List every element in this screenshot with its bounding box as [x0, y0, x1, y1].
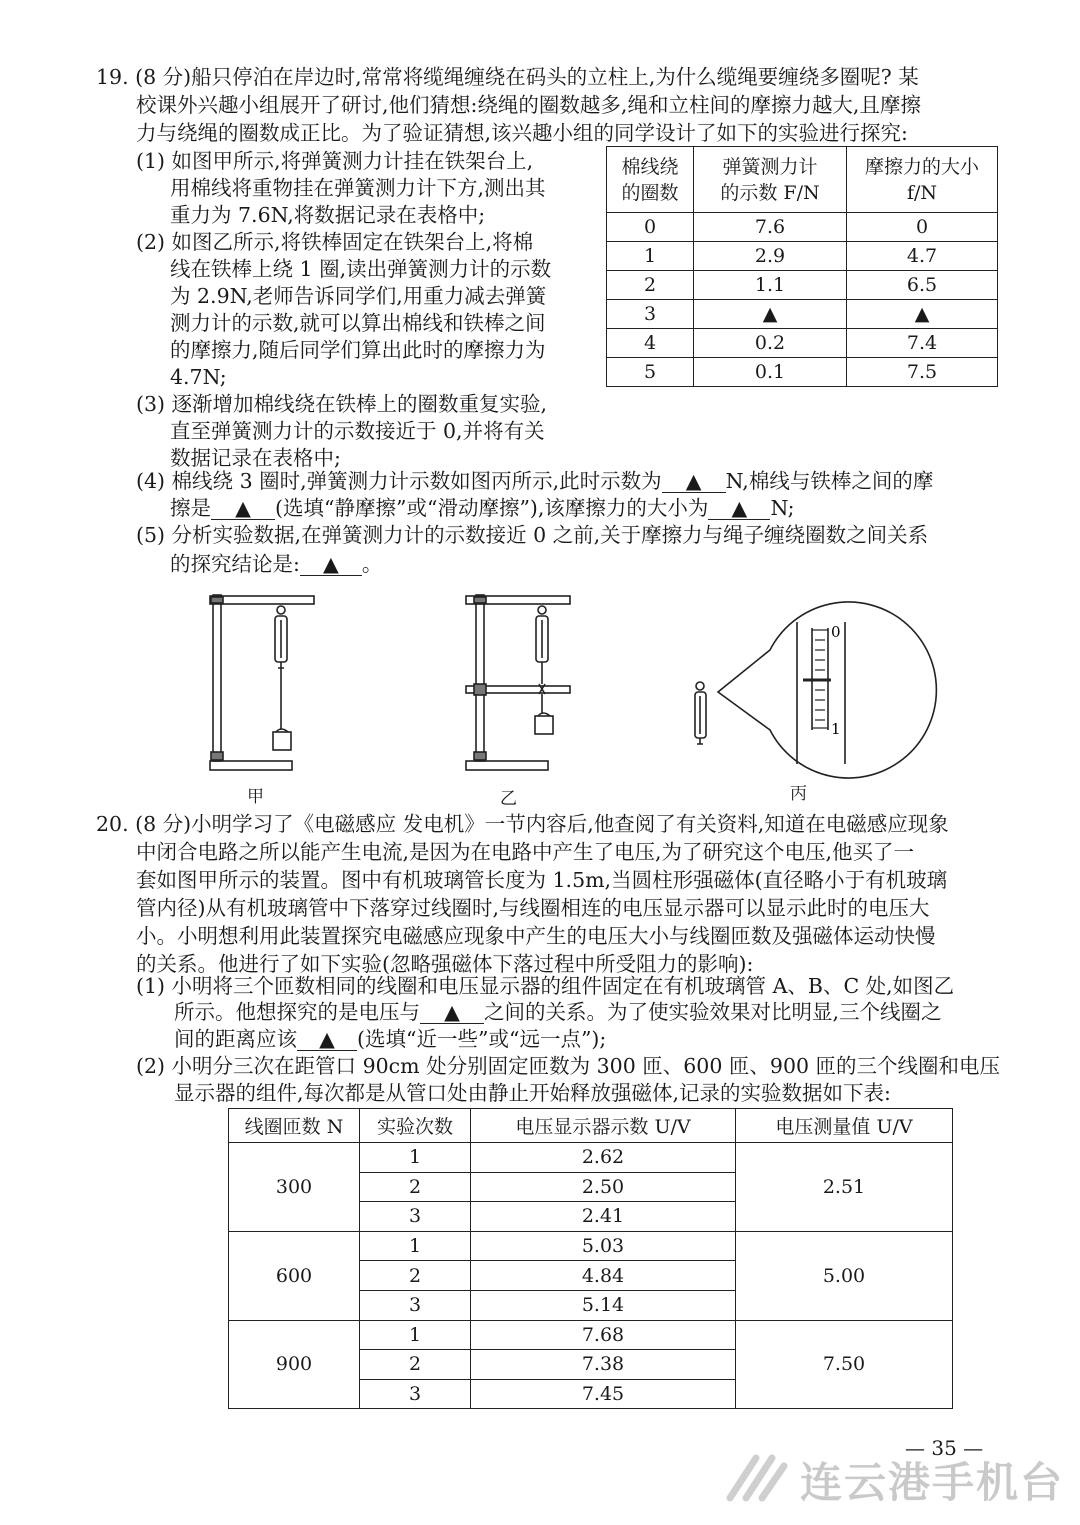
q20-s1-line-2: 所示。他想探究的是电压与 ▲ 之间的关系。为了使实验效果对比明显,三个线圈之	[174, 1000, 942, 1024]
table-row: 0 7.6 0	[607, 213, 998, 242]
q20-line-1: 20. (8 分)小明学习了《电磁感应 发电机》一节内容后,他查阅了有关资料,知道在电磁感应现象	[96, 812, 949, 836]
table-row: 600 1 5.03 5.00	[229, 1231, 953, 1261]
table-header-turns: 棉线绕 的圈数	[607, 147, 694, 213]
table-row: 5 0.1 7.5	[607, 358, 998, 387]
figure-label-bing: 丙	[790, 784, 807, 804]
q19-step2-line-6: 4.7N;	[170, 365, 227, 389]
answer-blank[interactable]: ▲	[211, 497, 275, 520]
answer-blank[interactable]: ▲	[708, 497, 770, 520]
table-header-coil-turns: 线圈匝数 N	[229, 1109, 360, 1143]
page-number: — 35 —	[905, 1436, 984, 1460]
table-row: 2 7.38	[229, 1350, 953, 1380]
q19-step1-line-1: (1) 如图甲所示,将弹簧测力计挂在铁架台上,	[136, 149, 534, 173]
q20-line-6: 的关系。他进行了如下实验(忽略强磁体下落过程中所受阻力的影响):	[136, 952, 754, 976]
watermark-logo-icon	[722, 1446, 792, 1508]
table-row: 4 0.2 7.4	[607, 329, 998, 358]
q19-line-2: 校课外兴趣小组展开了研讨,他们猜想:绕绳的圈数越多,绳和立柱间的摩擦力越大,且摩擦	[136, 93, 921, 117]
answer-blank[interactable]: ▲	[297, 1028, 357, 1051]
table-row: 2 1.1 6.5	[607, 271, 998, 300]
scale-label-1: 1	[831, 720, 841, 738]
q19-step2-line-2: 线在铁棒上绕 1 圈,读出弹簧测力计的示数	[170, 257, 552, 281]
table-row: 3 2.41	[229, 1202, 953, 1232]
q20-s2-line-1: (2) 小明分三次在距管口 90cm 处分别固定匝数为 300 匝、600 匝、900 匝的三个线圈和电压	[136, 1054, 1001, 1078]
q19-step5-line-1: (5) 分析实验数据,在弹簧测力计的示数接近 0 之前,关于摩擦力与绳子缠绕圈数之间关系	[136, 523, 929, 547]
answer-blank[interactable]: ▲	[420, 1001, 484, 1024]
q20-line-5: 小。小明想利用此装置探究电磁感应现象中产生的电压大小与线圈匝数及强磁体运动快慢	[136, 924, 936, 948]
table-row: 3 ▲ ▲	[607, 300, 998, 329]
q19-line-1: 19. (8 分)船只停泊在岸边时,常常将缆绳缠绕在码头的立柱上,为什么缆绳要缠绕多圈呢? 某	[96, 65, 919, 89]
q19-step4-line-1: (4) 棉线绕 3 圈时,弹簧测力计示数如图丙所示,此时示数为 ▲ N,棉线与铁棒之间的摩	[136, 469, 934, 493]
q19-step2-line-3: 为 2.9N,老师告诉同学们,用重力减去弹簧	[170, 284, 547, 308]
q20-line-2: 中闭合电路之所以能产生电流,是因为在电路中产生了电压,为了研究这个电压,他买了一	[136, 840, 915, 864]
q19-step1-line-3: 重力为 7.6N,将数据记录在表格中;	[170, 203, 486, 227]
table-header-reading: 电压显示器示数 U/V	[471, 1109, 736, 1143]
figure-bing	[695, 602, 936, 778]
q19-step3-line-3: 数据记录在表格中;	[170, 446, 341, 470]
table-header-friction: 摩擦力的大小 f/N	[847, 147, 998, 213]
figure-label-jia: 甲	[247, 787, 264, 807]
q19-step1-line-2: 用棉线将重物挂在弹簧测力计下方,测出其	[170, 176, 546, 200]
q19-figures	[0, 580, 1080, 810]
q20-line-3: 套如图甲所示的装置。图中有机玻璃管长度为 1.5m,当圆柱形强磁体(直径略小于有机玻璃	[136, 868, 948, 892]
q19-step2-line-5: 的摩擦力,随后同学们算出此时的摩擦力为	[170, 338, 546, 362]
q19-step4-line-2: 擦是 ▲ (选填“静摩擦”或“滑动摩擦”),该摩擦力的大小为 ▲ N;	[170, 496, 795, 520]
scale-label-0: 0	[831, 623, 841, 641]
q19-step5-line-2: 的探究结论是: ▲ 。	[170, 552, 383, 576]
q20-s1-line-1: (1) 小明将三个匝数相同的线圈和电压显示器的组件固定在有机玻璃管 A、B、C 处,如图乙	[136, 974, 955, 998]
q19-data-table	[606, 146, 998, 387]
table-row: 1 2.9 4.7	[607, 242, 998, 271]
q20-data-table	[228, 1108, 953, 1409]
answer-blank[interactable]: ▲	[662, 470, 726, 493]
q19-step3-line-1: (3) 逐渐增加棉线绕在铁棒上的圈数重复实验,	[136, 392, 548, 416]
q20-s2-line-2: 显示器的组件,每次都是从管口处由静止开始释放强磁体,记录的实验数据如下表:	[174, 1081, 891, 1105]
table-row: 300 1 2.62 2.51	[229, 1143, 953, 1173]
table-header-measured: 电压测量值 U/V	[736, 1109, 953, 1143]
q19-step3-line-2: 直至弹簧测力计的示数接近于 0,并将有关	[170, 419, 545, 443]
figure-label-yi: 乙	[500, 789, 517, 809]
table-row: 3 7.45	[229, 1379, 953, 1409]
table-row: 900 1 7.68 7.50	[229, 1320, 953, 1350]
table-header-spring-reading: 弹簧测力计 的示数 F/N	[694, 147, 847, 213]
table-row: 2 2.50	[229, 1172, 953, 1202]
q20-line-4: 管内径)从有机玻璃管中下落穿过线圈时,与线圈相连的电压显示器可以显示此时的电压大	[136, 896, 930, 920]
q20-s1-line-3: 间的距离应该 ▲ (选填“近一些”或“远一点”);	[174, 1027, 607, 1051]
figure-jia	[210, 595, 314, 770]
figure-yi	[466, 595, 570, 770]
q19-line-3: 力与绕绳的圈数成正比。为了验证猜想,该兴趣小组的同学设计了如下的实验进行探究:	[136, 121, 908, 145]
watermark-text: 连云港手机台	[800, 1458, 1065, 1507]
q19-step2-line-1: (2) 如图乙所示,将铁棒固定在铁架台上,将棉	[136, 230, 534, 254]
table-row: 3 5.14	[229, 1290, 953, 1320]
table-header-trial: 实验次数	[360, 1109, 471, 1143]
answer-blank[interactable]: ▲	[300, 553, 362, 576]
table-row: 2 4.84	[229, 1261, 953, 1291]
q19-step2-line-4: 测力计的示数,就可以算出棉线和铁棒之间	[170, 311, 546, 335]
